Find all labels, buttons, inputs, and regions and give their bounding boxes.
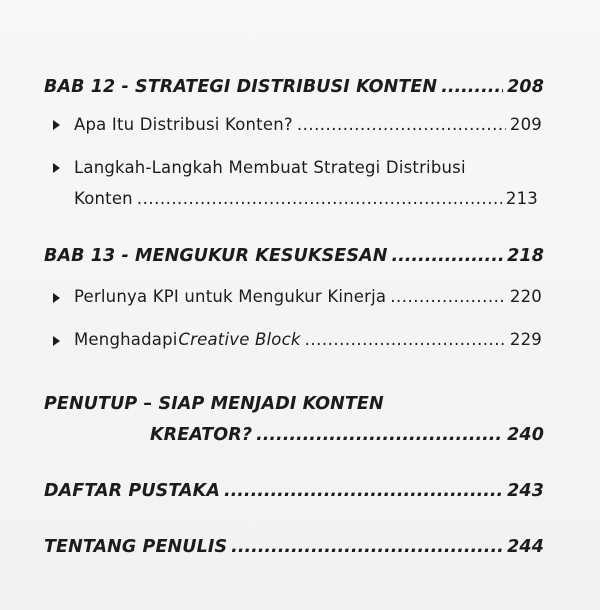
arrow-bullet-icon — [53, 336, 60, 346]
section-title: Apa Itu Distribusi Konten? — [74, 115, 293, 134]
dot-leader — [137, 189, 502, 208]
toc-entry-langkah-title-line1[interactable]: Langkah-Langkah Membuat Strategi Distribusi — [74, 158, 466, 177]
arrow-bullet-icon — [53, 293, 60, 303]
toc-entry-penutup[interactable] — [150, 425, 544, 445]
page-number: 220 — [509, 287, 542, 306]
section-title: Perlunya KPI untuk Mengukur Kinerja — [74, 287, 387, 306]
dot-leader — [231, 537, 503, 557]
page-number: 229 — [509, 330, 542, 349]
toc-entry-bab-13[interactable] — [44, 246, 544, 266]
arrow-bullet-icon — [53, 163, 60, 173]
page-number: 243 — [507, 481, 544, 501]
toc-entry-perlunya-kpi[interactable] — [74, 287, 542, 306]
dot-leader — [390, 287, 506, 306]
toc-entry-bab-12[interactable] — [44, 77, 544, 97]
chapter-title: TENTANG PENULIS — [44, 537, 228, 557]
dot-leader — [256, 425, 503, 445]
toc-entry-creative-block[interactable] — [74, 330, 542, 349]
dot-leader — [391, 246, 503, 266]
toc-entry-tentang-penulis[interactable] — [44, 537, 544, 557]
page-number: 209 — [509, 115, 542, 134]
chapter-title: BAB 13 - MENGUKUR KESUKSESAN — [44, 246, 388, 266]
toc-entry-daftar-pustaka[interactable] — [44, 481, 544, 501]
dot-leader — [297, 115, 506, 134]
toc-entry-apa-itu-distribusi[interactable] — [74, 115, 542, 134]
dot-leader — [305, 330, 506, 349]
page-number: 208 — [507, 77, 544, 97]
page-number: 240 — [507, 425, 544, 445]
arrow-bullet-icon — [53, 120, 60, 130]
page-number: 244 — [507, 537, 544, 557]
page-number: 213 — [505, 189, 538, 208]
chapter-title: DAFTAR PUSTAKA — [44, 481, 220, 501]
dot-leader — [224, 481, 503, 501]
section-title-prefix: Menghadapi — [74, 330, 178, 349]
section-title-italic: Creative Block — [178, 330, 301, 349]
page-number: 218 — [507, 246, 544, 266]
chapter-title-continued: KREATOR? — [150, 425, 253, 445]
chapter-title: BAB 12 - STRATEGI DISTRIBUSI KONTEN — [44, 77, 438, 97]
dot-leader — [441, 77, 503, 97]
toc-entry-langkah-langkah[interactable] — [74, 189, 538, 208]
section-title-continued: Konten — [74, 189, 133, 208]
toc-entry-penutup-line1[interactable]: PENUTUP – SIAP MENJADI KONTEN — [44, 394, 384, 414]
